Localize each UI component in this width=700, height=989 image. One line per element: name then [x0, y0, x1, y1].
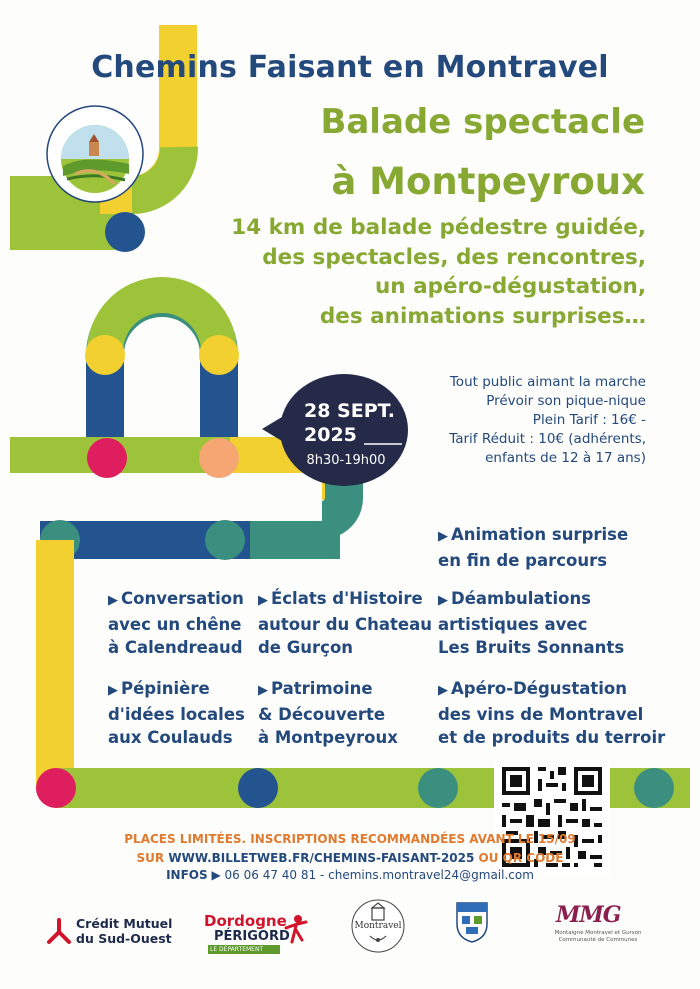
dot-pink-bottom [36, 768, 76, 808]
event-subtitle-line2: à Montpeyroux [331, 160, 645, 203]
date-hours: 8h30-19h00 [306, 453, 386, 468]
bullet-icon: ▶ [108, 683, 118, 698]
activity-conversation: ▶ Conversation avec un chêne à Calendreaud [108, 589, 244, 657]
activity-patrimoine: ▶ Patrimoine & Découverte à Montpeyroux [258, 679, 398, 747]
dot-yellow-left [85, 335, 125, 375]
activity-eclats: ▶ Éclats d'Histoire autour du Chateau de Gurçon [258, 589, 432, 657]
montravel-seal-logo: Montravel [350, 898, 406, 954]
registration-line: SUR WWW.BILLETWEB.FR/CHEMINS-FAISANT-2025 OU QR CODE [136, 851, 564, 865]
tagline-line: des spectacles, des rencontres, [262, 244, 646, 270]
activity-apero: ▶ Apéro-Dégustation des vins de Montravel et de produits du terroir [438, 679, 666, 747]
event-tagline [200, 213, 646, 331]
email-link[interactable]: chemins.montravel24@gmail.com [328, 868, 534, 882]
bullet-icon: ▶ [258, 593, 268, 608]
public-info-line: Tarif Réduit : 10€ (adhérents, [449, 431, 646, 447]
bullet-icon: ▶ [108, 593, 118, 608]
municipal-crest-logo [454, 900, 490, 944]
bullet-icon: ▶ [258, 683, 268, 698]
date-line2: 2025 [304, 424, 357, 446]
dot-pink [87, 438, 127, 478]
public-info-line: Prévoir son pique-nique [486, 393, 646, 409]
dot-blue-bottom [238, 768, 278, 808]
event-title: Chemins Faisant en Montravel [91, 50, 609, 85]
date-line1: 28 SEPT. [304, 400, 395, 422]
bullet-icon: ▶ [438, 593, 448, 608]
phone-number[interactable]: 06 06 47 40 81 [224, 868, 317, 882]
infos-line: INFOS ▶ 06 06 47 40 81 - chemins.montravel24@gmail.com [166, 868, 534, 882]
credit-mutuel-logo: Crédit Mutuel du Sud-Ouest [46, 914, 186, 954]
bullet-icon: ▶ [438, 529, 448, 544]
credit-mutuel-icon [46, 918, 72, 946]
dot-teal-bottom [418, 768, 458, 808]
mmg-communaute-logo: MMG Montaigne Montravel et Gurson Communauté de Communes [554, 902, 642, 943]
dot-teal-row-right [205, 520, 245, 560]
places-limitees: PLACES LIMITÉES. INSCRIPTIONS RECOMMANDÉES AVANT LE 15/09 [124, 832, 576, 846]
dot-peach [199, 438, 239, 478]
dordogne-perigord-logo: Dordogne PÉRIGORD LE DÉPARTEMENT [204, 912, 314, 956]
activity-deambulations: ▶ Déambulations artistiques avec Les Bruits Sonnants [438, 589, 625, 657]
tagline-line: 14 km de balade pédestre guidée, [231, 215, 646, 240]
activity-pepiniere: ▶ Pépinière d'idées locales aux Coulauds [108, 679, 245, 747]
dot-yellow-right [199, 335, 239, 375]
tagline-line: des animations surprises… [319, 303, 646, 329]
arrow-icon: ▶ [211, 868, 221, 882]
date-badge [252, 372, 410, 487]
dot-teal-bottom-right [634, 768, 674, 808]
public-info-line: enfants de 12 à 17 ans) [485, 450, 646, 466]
public-info [398, 373, 646, 468]
registration-url-link[interactable]: WWW.BILLETWEB.FR/CHEMINS-FAISANT-2025 [168, 851, 475, 865]
dancer-icon [282, 914, 308, 944]
bullet-icon: ▶ [438, 683, 448, 698]
event-subtitle-line1: Balade spectacle [320, 102, 645, 142]
public-info-line: Plein Tarif : 16€ - [532, 412, 646, 428]
chemins-faisant-logo [45, 104, 145, 204]
tagline-line: un apéro-dégustation, [374, 274, 646, 299]
activity-surprise: ▶ Animation surprise en fin de parcours [438, 525, 629, 570]
dot-navy-top [105, 212, 145, 252]
public-info-line: Tout public aimant la marche [449, 374, 646, 390]
